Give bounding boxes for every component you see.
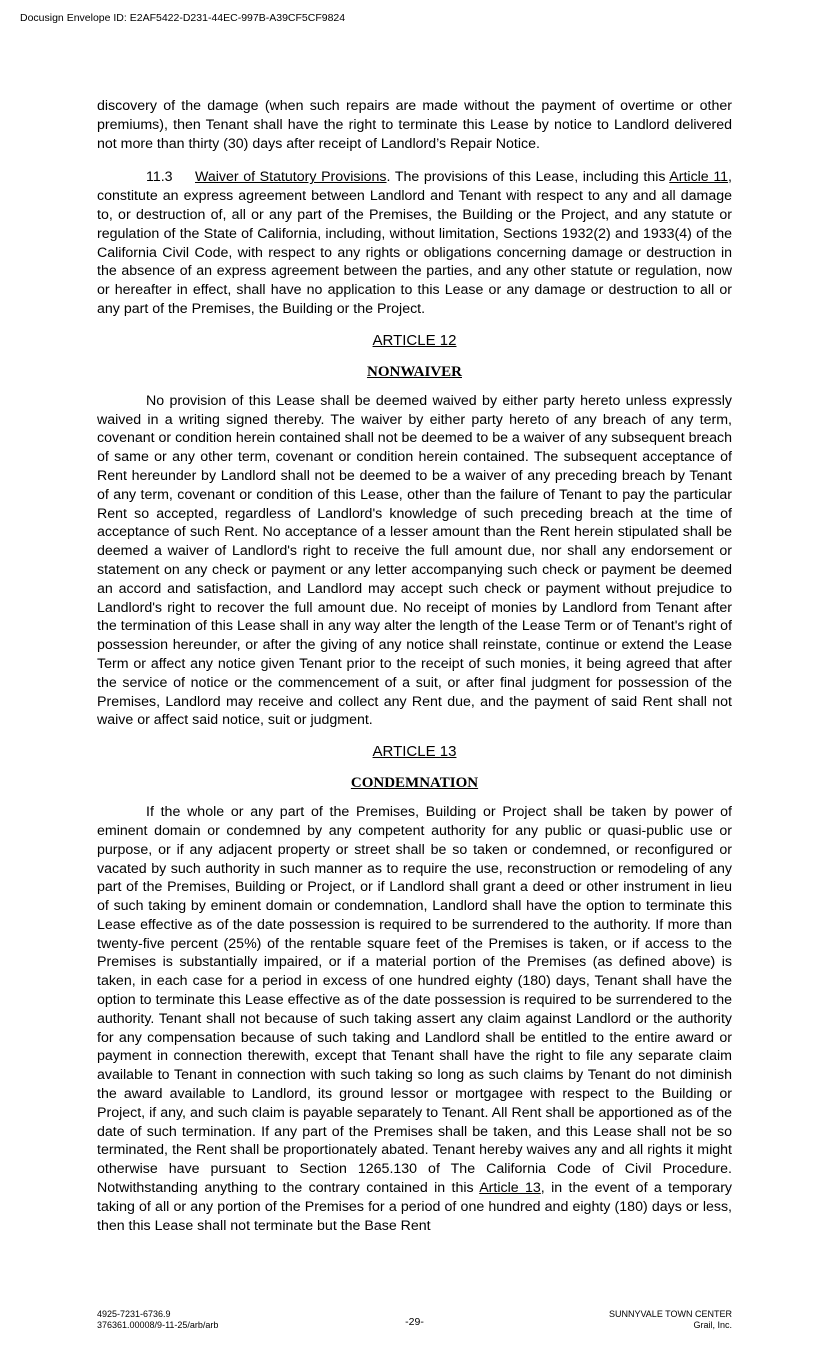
document-number: 4925-7231-6736.9 [97, 1309, 171, 1319]
article-reference: Article 13 [479, 1180, 541, 1197]
section-number: 11.3 [146, 169, 173, 186]
article-13-title: CONDEMNATION [350, 775, 479, 792]
article-13-text: If the whole or any part of the Premises, Building or Project shall be taken by power of eminent domain or condemned by any competent authority for any public or quasi-public use or purpose, or if any adjacent property or street shall be so taken or condemned, or reconfigured or vacated by such authority in such manner as to require the use, reconstruction or remodeling of any part of the Premises, Building or Project, or if Landlord shall grant a deed or other instrument in lieu of such taking by eminent domain or condemnation, Landlord shall have the option to terminate this Lease effective as of the date possession is required to be surrendered to the authority. If more than twenty-five percent (25%) of the rentable square feet of the Premises is taken, or if access to the Premises is substantially impaired, or if a material portion of the Premises (as defined above) is taken, in each case for a period in excess of one hundred eighty (180) days, Tenant shall have the option to terminate this Lease effective as of the date possession is required to be surrendered to the authority. Tenant shall not because of such taking assert any claim against Landlord or the authority for any compensation because of such taking and Landlord shall be entitled to the entire award or payment in connection therewith, except that Tenant shall have the right to file any separate claim available to Tenant in connection with such taking so long as such claims by Tenant do not diminish the award available to Landlord, its ground lessor or mortgagee with respect to the Building or Project, if any, and such claim is payable separately to Tenant. All Rent shall be apportioned as of the date of such termination. If any part of the Premises shall be taken, and this Lease shall not be so terminated, the Rent shall be proportionately abated. Tenant hereby waives any and all rights it might otherwise have pursuant to Section 1265.130 of The California Code of Civil Procedure. Notwithstanding anything to the contrary contained in this [97, 804, 732, 1197]
section-title: Waiver of Statutory Provisions [195, 169, 387, 186]
continuation-paragraph: discovery of the damage (when such repairs are made without the payment of overtime or other premiums), then Tenant shall have the right to terminate this Lease by notice to Landlord delivered not more than thirty (30) days after receipt of Landlord’s Repair Notice. [97, 98, 732, 152]
tenant-name: Grail, Inc. [693, 1320, 732, 1330]
section-11-3-paragraph [97, 168, 732, 318]
section-text: . The provisions of this Lease, including this [386, 169, 670, 186]
project-name: SUNNYVALE TOWN CENTER [608, 1309, 732, 1319]
envelope-id: Docusign Envelope ID: E2AF5422-D231-44EC-997B-A39CF5CF9824 [20, 12, 346, 24]
document-body [97, 97, 732, 1235]
article-12-paragraph: No provision of this Lease shall be deemed waived by either party hereto unless expressly waived in a writing signed thereby. The waiver by either party hereto of any breach of any term, covenant or condition herein contained shall not be deemed to be a waiver of any subsequent breach of same or any other term, covenant or condition herein contained. The subsequent acceptance of Rent hereunder by Landlord shall not be deemed to be a waiver of any preceding breach by Tenant of any term, covenant or condition of this Lease, other than the failure of Tenant to pay the particular Rent so accepted, regardless of Landlord's knowledge of such preceding breach at the time of acceptance of such Rent. No acceptance of a lesser amount than the Rent herein stipulated shall be deemed a waiver of Landlord's right to receive the full amount due, nor shall any endorsement or statement on any check or payment or any letter accompanying such check or payment be deemed an accord and satisfaction, and Landlord may accept such check or payment without prejudice to Landlord's right to recover the full amount due. No receipt of monies by Landlord from Tenant after the termination of this Lease shall in any way alter the length of the Lease Term or of Tenant's right of possession hereunder, or after the giving of any notice shall reinstate, continue or extend the Lease Term or affect any notice given Tenant prior to the receipt of such monies, it being agreed that after the service of notice or the commencement of a suit, or after final judgment for possession of the Premises, Landlord may receive and collect any Rent due, and the payment of said Rent shall not waive or affect said notice, suit or judgment. [97, 392, 732, 729]
file-reference: 376361.00008/9-11-25/arb/arb [97, 1320, 219, 1330]
footer-right [609, 1309, 732, 1331]
section-text: , constitute an express agreement between Landlord and Tenant with respect to any and all damage to, or destruction of, all or any part of the Premises, the Building or the Project, and any statute or regulation of the State of California, including, without limitation, Sections 1932(2) and 1933(4) of the California Civil Code, with respect to any rights or obligations concerning damage or destruction in the absence of an express agreement between the parties, and any other statute or regulation, now or hereafter in effect, shall have no application to this Lease or any damage or destruction to all or any part of the Premises, the Building or the Project. [97, 169, 732, 317]
article-reference: Article 11 [669, 169, 729, 186]
article-13-heading: ARTICLE 13 [372, 743, 457, 761]
article-12-title: NONWAIVER [366, 363, 462, 380]
article-12-heading: ARTICLE 12 [372, 331, 457, 349]
page-number: -29- [405, 1316, 424, 1328]
article-13-paragraph [97, 803, 732, 1235]
article-13-text: , in the event of a temporary taking of all or any portion of the Premises for a period of one hundred and eighty (180) days or less, then this Lease shall not terminate but the Base Rent [97, 1180, 733, 1234]
